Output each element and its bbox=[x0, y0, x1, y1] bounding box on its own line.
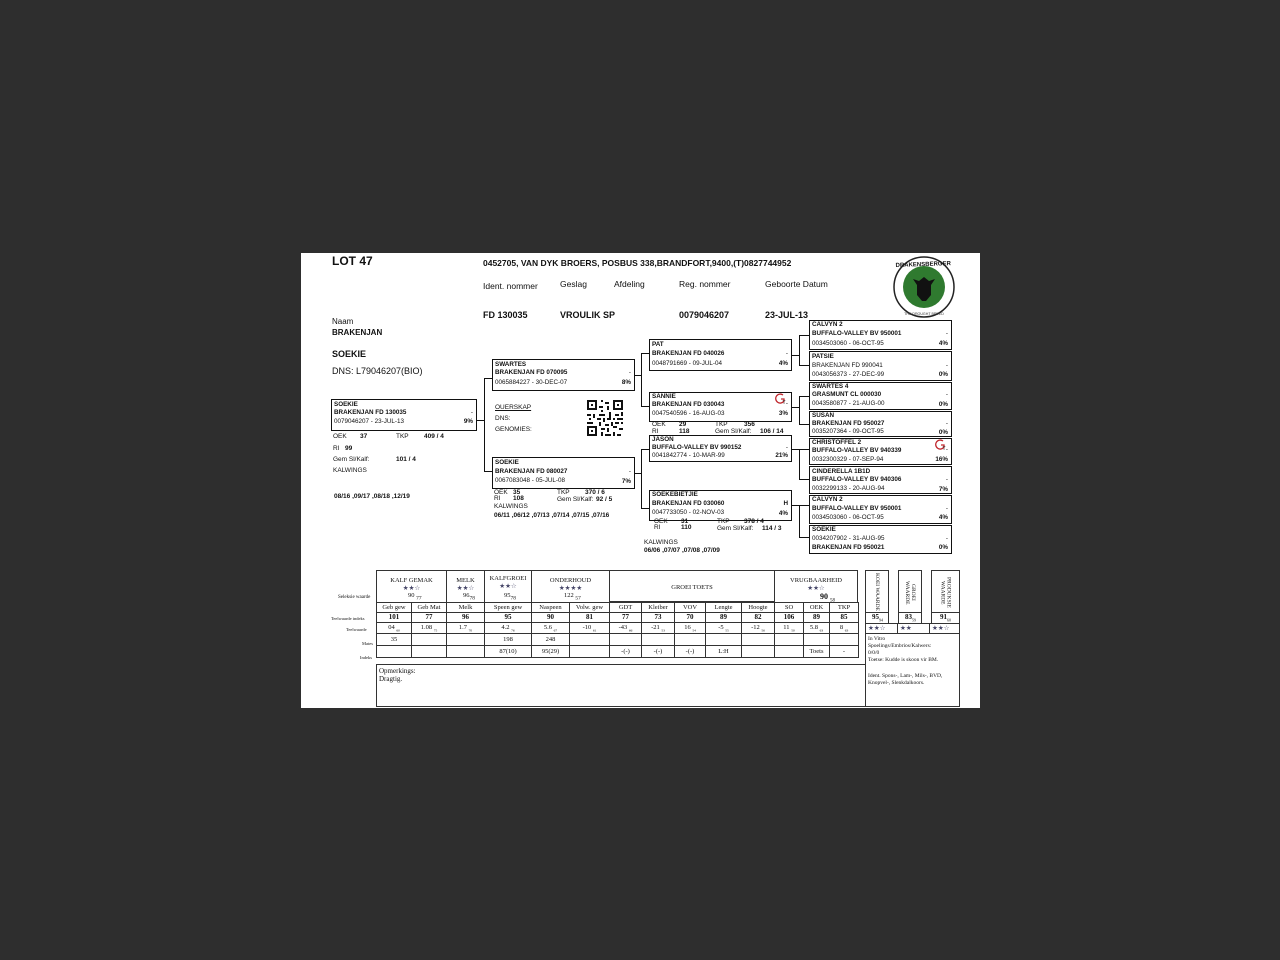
index-value: 70 bbox=[674, 612, 706, 623]
ggp-herd: BUFFALO-VALLEY BV 950001 bbox=[812, 505, 902, 512]
animal-name: SOEKIE bbox=[334, 401, 358, 408]
ggp-box bbox=[809, 525, 952, 554]
notes-line: Toetse: Kudde is skoon vir BM. bbox=[868, 657, 939, 663]
group-kalf: KALF GEMAK ★★☆ bbox=[376, 570, 447, 602]
dam-name: SOEKIE bbox=[495, 459, 519, 466]
column-header: GDT bbox=[609, 602, 642, 613]
ggp-herd: 0034207902 - 31-AUG-95 bbox=[812, 535, 885, 542]
gp-pct2: 3% bbox=[778, 410, 788, 417]
index-value: 89 bbox=[705, 612, 742, 623]
auction-sheet bbox=[301, 253, 980, 708]
gp-herd: BUFFALO-VALLEY BV 990152 bbox=[652, 444, 742, 451]
gp-ri-label: RI bbox=[654, 524, 661, 531]
ggp-herd: BUFFALO-VALLEY BV 940306 bbox=[812, 476, 902, 483]
ggp-pct: - bbox=[945, 505, 948, 512]
ggp-pct2: 4% bbox=[938, 340, 948, 347]
teelwaarde-value: 1.7 $_{70}$ bbox=[446, 622, 485, 634]
row-label-mates: Mates bbox=[362, 641, 373, 646]
opmerkings-text: Dragtig. bbox=[379, 675, 403, 683]
svg-text:T: T bbox=[782, 400, 786, 405]
teelwaarde-value: -43 $_{66}$ bbox=[609, 622, 642, 634]
gp-tkp: 356 bbox=[744, 421, 755, 428]
genomic-tested-icon bbox=[935, 439, 947, 451]
sire-herd: BRAKENJAN FD 070095 bbox=[495, 369, 568, 376]
gp-oek-label: OEK bbox=[652, 421, 666, 428]
ggp-pct2: 16% bbox=[935, 456, 948, 463]
ggp-name: SOEKIE bbox=[812, 526, 836, 533]
ggp-herd: GRASMUNT CL 000030 bbox=[812, 391, 882, 398]
dam-pct2: 7% bbox=[621, 478, 631, 485]
ggp-id: 0034503060 - 06-OCT-95 bbox=[812, 514, 884, 521]
logo-text: DRAKENSBERGER bbox=[895, 261, 951, 269]
ggp-pct: - bbox=[945, 535, 948, 542]
gp-box bbox=[649, 392, 792, 422]
notes-line: 0/0/0 bbox=[868, 650, 880, 656]
gp-tkp-label: TKP bbox=[717, 518, 730, 525]
gp-gem: 114 / 3 bbox=[762, 525, 782, 532]
dam-box bbox=[492, 457, 635, 489]
dam-pct: - bbox=[628, 468, 631, 475]
notes-panel bbox=[865, 633, 960, 707]
index-value: 77 bbox=[609, 612, 642, 623]
ggp-box bbox=[809, 351, 952, 381]
ggp-pct2: 0% bbox=[938, 429, 948, 436]
header-afdeling: Afdeling bbox=[614, 279, 645, 289]
sire-box bbox=[492, 359, 635, 391]
gp-kalwings-label: KALWINGS bbox=[644, 539, 678, 546]
gp-name: SANNIE bbox=[652, 393, 676, 400]
gp-herd: BRAKENJAN FD 030043 bbox=[652, 401, 725, 408]
ggp-pct2: 0% bbox=[938, 544, 948, 551]
ggp-pct: - bbox=[945, 476, 948, 483]
ggp-name: CINDERELLA 1B1D bbox=[812, 468, 871, 475]
column-header: Volw. gew bbox=[569, 602, 610, 613]
ggp-box bbox=[809, 466, 952, 494]
indeks-value: - bbox=[829, 645, 859, 658]
indeks-value: 87(10) bbox=[484, 645, 532, 658]
ggp-id: 0032300329 - 07-SEP-94 bbox=[812, 456, 884, 463]
row-label-teelwaarde: Teelwaarde bbox=[346, 627, 367, 632]
ggp-name: CHRISTOFFEL 2 bbox=[812, 439, 862, 446]
column-header: Lengte bbox=[705, 602, 742, 613]
ggp-pct2: 0% bbox=[938, 371, 948, 378]
koei-value: $95_{94}$ bbox=[865, 612, 889, 624]
ouerskap-genomies: GENOMIES: bbox=[495, 426, 532, 433]
indeks-value: -(-) bbox=[609, 645, 642, 658]
teelwaarde-value: 5.6 $_{67}$ bbox=[531, 622, 570, 634]
koei-stars: ★★☆ bbox=[865, 623, 898, 634]
gp-pct: - bbox=[785, 400, 788, 407]
sel-vrug: 90 $_{58}$ bbox=[820, 592, 835, 604]
logo-tagline: THE DROUGHT BREED bbox=[904, 312, 944, 316]
gp-pct2: 4% bbox=[778, 360, 788, 367]
gp-id: 0047733050 - 02-NOV-03 bbox=[652, 509, 725, 516]
group-kalfgroei: KALFGROEI ★★☆ bbox=[484, 570, 532, 602]
ggp-pct: - bbox=[945, 362, 948, 369]
column-header: SO bbox=[774, 602, 804, 613]
lot-number: LOT 47 bbox=[332, 254, 373, 268]
ggp-id: 0043580877 - 21-AUG-00 bbox=[812, 400, 885, 407]
header-geslag: Geslag bbox=[560, 279, 587, 289]
gp-pct: - bbox=[785, 350, 788, 357]
ggp-name: SUSAN bbox=[812, 412, 835, 419]
animal-kalwings: 08/16 ,09/17 ,08/18 ,12/19 bbox=[334, 493, 410, 500]
gp-oek: 29 bbox=[679, 421, 687, 428]
dam-gem-label: Gem Sl/Kalf: bbox=[557, 496, 594, 503]
produksie-value: $91_{60}$ bbox=[931, 612, 960, 624]
groei-value: $83_{59}$ bbox=[898, 612, 922, 624]
animal-ri-label: RI bbox=[333, 445, 340, 452]
column-header: Melk bbox=[446, 602, 485, 613]
animal-box bbox=[331, 399, 477, 431]
row-label-indeks: Indeks bbox=[360, 655, 372, 660]
index-value: 96 bbox=[446, 612, 485, 623]
notes-line: In Vitro bbox=[868, 636, 886, 642]
indeks-value bbox=[774, 645, 804, 658]
column-header: Geb gew bbox=[376, 602, 412, 613]
mates-value: 35 bbox=[376, 633, 412, 646]
gp-id: 0047540596 - 16-AUG-03 bbox=[652, 410, 725, 417]
gp-name: SOEKEBIETJIE bbox=[652, 491, 698, 498]
gp-tkp-label: TKP bbox=[715, 421, 728, 428]
gp-name: PAT bbox=[652, 341, 664, 348]
index-value: 95 bbox=[484, 612, 532, 623]
sel-kalf: 90 $_{77}$ bbox=[408, 592, 422, 602]
column-header: VOV bbox=[674, 602, 706, 613]
animal-tkp-label: TKP bbox=[396, 433, 409, 440]
gp-id: 0041842774 - 10-MAR-99 bbox=[652, 452, 725, 459]
group-onderhoud: ONDERHOUD ★★★★ bbox=[531, 570, 610, 602]
ggp-box bbox=[809, 495, 952, 524]
teelwaarde-value: 5.8 $_{63}$ bbox=[803, 622, 830, 634]
svg-text:T: T bbox=[942, 446, 946, 451]
column-header: Geb Mat bbox=[411, 602, 447, 613]
gp-gem: 106 / 14 bbox=[760, 428, 784, 435]
indeks-value bbox=[411, 645, 447, 658]
indeks-value bbox=[376, 645, 412, 658]
column-header: OEK bbox=[803, 602, 830, 613]
gp-name: JASON bbox=[652, 436, 674, 443]
sire-pct: - bbox=[628, 369, 631, 376]
indeks-value bbox=[741, 645, 775, 658]
group-melk: MELK ★★☆ bbox=[446, 570, 485, 602]
genomic-tested-icon bbox=[775, 393, 787, 405]
gp-box bbox=[649, 339, 792, 371]
dam-oek-label: OEK bbox=[494, 489, 508, 496]
gp-herd: BRAKENJAN FD 040026 bbox=[652, 350, 725, 357]
gp-pct: H bbox=[783, 500, 788, 507]
ggp-herd: BRAKENJAN FD 950027 bbox=[812, 420, 885, 427]
ggp-herd: BUFFALO-VALLEY BV 950001 bbox=[812, 330, 902, 337]
ggp-id: 0032299133 - 20-AUG-94 bbox=[812, 485, 885, 492]
ouerskap-title: OUERSKAP bbox=[495, 404, 532, 411]
group-groeitoets: GROEI TOETS bbox=[609, 570, 775, 602]
indeks-value: 95(29) bbox=[531, 645, 570, 658]
gp-herd: BRAKENJAN FD 030060 bbox=[652, 500, 725, 507]
gp-box bbox=[649, 435, 792, 462]
index-value: 106 bbox=[774, 612, 804, 623]
teelwaarde-value: 16 $_{54}$ bbox=[674, 622, 706, 634]
dam-ri-label: RI bbox=[494, 495, 501, 502]
index-value: 77 bbox=[411, 612, 447, 623]
gp-box bbox=[649, 490, 792, 521]
gp-pct2: 21% bbox=[775, 452, 788, 459]
ggp-pct: - bbox=[945, 446, 948, 453]
index-value: 81 bbox=[569, 612, 610, 623]
row-label-teelwaarde-indeks: Teelwaarde indeks bbox=[331, 616, 365, 621]
index-value: 90 bbox=[531, 612, 570, 623]
gp-pct: - bbox=[785, 444, 788, 451]
sel-kalfgroei: $95_{78}$ bbox=[504, 592, 516, 602]
sel-melk: $96_{78}$ bbox=[463, 592, 475, 602]
indeks-value: L:H bbox=[705, 645, 742, 658]
gp-gem-label: Gem Sl/Kalf: bbox=[715, 428, 752, 435]
animal-pct: - bbox=[470, 409, 473, 416]
gp-tkp: 378 / 4 bbox=[744, 518, 764, 525]
gp-id: 0048791669 - 09-JUL-04 bbox=[652, 360, 723, 367]
animal-oek: 37 bbox=[360, 433, 368, 440]
dam-kalwings-label: KALWINGS bbox=[494, 503, 528, 510]
groei-stars: ★★ bbox=[897, 623, 930, 634]
dam-tkp: 370 / 6 bbox=[585, 489, 605, 496]
dam-ri: 108 bbox=[513, 495, 524, 502]
value-geslag: VROULIK SP bbox=[560, 310, 616, 320]
sire-pct2: 8% bbox=[621, 379, 631, 386]
indeks-value: -(-) bbox=[674, 645, 706, 658]
notes-line: Spoelings/Embrios/Kalwers: bbox=[868, 643, 932, 649]
drakensberger-logo-icon bbox=[891, 255, 957, 319]
dam-oek: 35 bbox=[513, 489, 521, 496]
dam-gem: 92 / 5 bbox=[596, 496, 613, 503]
dam-kalwings: 06/11 ,06/12 ,07/13 ,07/14 ,07/15 ,07/16 bbox=[494, 512, 610, 519]
ggp-herd: BUFFALO-VALLEY BV 940339 bbox=[812, 447, 902, 454]
indeks-value: -(-) bbox=[641, 645, 675, 658]
teelwaarde-value: 4.2 $_{76}$ bbox=[484, 622, 532, 634]
teelwaarde-value: -12 $_{56}$ bbox=[741, 622, 775, 634]
index-value: 101 bbox=[376, 612, 412, 623]
ggp-name: CALVYN 2 bbox=[812, 321, 843, 328]
indeks-value bbox=[569, 645, 610, 658]
animal-gem: 101 / 4 bbox=[396, 456, 416, 463]
animal-kalwings-label: KALWINGS bbox=[333, 467, 367, 474]
column-header: Kleiber bbox=[641, 602, 675, 613]
group-vrug: VRUGBAARHEID ★★☆ bbox=[774, 570, 858, 602]
value-reg: 0079046207 bbox=[679, 310, 730, 320]
gp-ri: 110 bbox=[681, 524, 692, 531]
value-geboorte: 23-JUL-13 bbox=[765, 310, 809, 320]
ggp-pct2: 4% bbox=[938, 514, 948, 521]
teelwaarde-value: 11 $_{50}$ bbox=[774, 622, 804, 634]
ggp-id: 0034503060 - 06-OCT-95 bbox=[812, 340, 884, 347]
indeks-value bbox=[446, 645, 485, 658]
opmerkings-label: Opmerkings: bbox=[379, 667, 416, 675]
gp-ri: 118 bbox=[679, 428, 690, 435]
group-koei: KOEI WAARDE bbox=[865, 570, 889, 613]
animal-id: 0079046207 - 23-JUL-13 bbox=[334, 418, 405, 425]
animal-tkp: 409 / 4 bbox=[424, 433, 444, 440]
index-value: 82 bbox=[741, 612, 775, 623]
ggp-pct2: 0% bbox=[938, 401, 948, 408]
owner-line: 0452705, VAN DYK BROERS, POSBUS 338,BRANDFORT,9400,(T)0827744952 bbox=[483, 258, 792, 268]
naam-line1: BRAKENJAN bbox=[332, 328, 383, 337]
teelwaarde-value: -10 $_{61}$ bbox=[569, 622, 610, 634]
ggp-pct: - bbox=[945, 420, 948, 427]
gp-ri-label: RI bbox=[652, 428, 659, 435]
index-value: 73 bbox=[641, 612, 675, 623]
animal-pct2: 9% bbox=[463, 418, 473, 425]
ggp-box bbox=[809, 320, 952, 350]
sire-name: SWARTES bbox=[495, 361, 527, 368]
column-header: Speen gew bbox=[484, 602, 532, 613]
sel-onderhoud: 122 $_{57}$ bbox=[564, 592, 581, 602]
naam-line2: SOEKIE bbox=[332, 349, 367, 359]
gp-pct2: 4% bbox=[778, 510, 788, 517]
teelwaarde-value: -21 $_{53}$ bbox=[641, 622, 675, 634]
ggp-box bbox=[809, 382, 952, 410]
ggp-id: 0035207364 - 09-OCT-95 bbox=[812, 428, 884, 435]
sire-id: 0065884227 - 30-DEC-07 bbox=[495, 379, 568, 386]
ggp-pct: - bbox=[945, 391, 948, 398]
header-reg: Reg. nommer bbox=[679, 279, 731, 289]
animal-oek-label: OEK bbox=[333, 433, 347, 440]
gp-gem-label: Gem Sl/Kalf: bbox=[717, 525, 754, 532]
animal-herd: BRAKENJAN FD 130035 bbox=[334, 409, 407, 416]
header-geboorte: Geboorte Datum bbox=[765, 279, 828, 289]
animal-ri: 99 bbox=[345, 445, 353, 452]
dam-herd: BRAKENJAN FD 080027 bbox=[495, 468, 568, 475]
ouerskap-dns: DNS: bbox=[495, 415, 511, 422]
produksie-stars: ★★☆ bbox=[929, 623, 960, 634]
value-ident: FD 130035 bbox=[483, 310, 528, 320]
ggp-name: PATSIE bbox=[812, 353, 834, 360]
ggp-name: SWARTES 4 bbox=[812, 383, 849, 390]
group-produksie: PRODUKSIE WAARDE bbox=[931, 570, 960, 613]
column-header: Hoogte bbox=[741, 602, 775, 613]
ggp-box bbox=[809, 411, 952, 437]
column-header: TKP bbox=[829, 602, 859, 613]
naam-label: Naam bbox=[332, 317, 354, 326]
column-header: Naspeen bbox=[531, 602, 570, 613]
dam-id: 0067083048 - 05-JUL-08 bbox=[495, 477, 566, 484]
teelwaarde-value: -5 $_{55}$ bbox=[705, 622, 742, 634]
opmerkings-panel bbox=[376, 664, 866, 707]
ggp-id: BRAKENJAN FD 950021 bbox=[812, 544, 885, 551]
gp-oek-label: OEK bbox=[654, 518, 668, 525]
animal-gem-label: Gem Sl/Kalf: bbox=[333, 456, 370, 463]
ggp-id: 0043056373 - 27-DEC-99 bbox=[812, 371, 885, 378]
ggp-name: CALVYN 2 bbox=[812, 496, 843, 503]
teelwaarde-value: 1.08 $_{75}$ bbox=[411, 622, 447, 634]
qr-code-icon bbox=[585, 398, 625, 438]
ggp-pct2: 7% bbox=[938, 486, 948, 493]
ggp-herd: BRAKENJAN FD 990041 bbox=[812, 362, 883, 369]
header-ident: Ident. nommer bbox=[483, 281, 538, 291]
naam-dns: DNS: L79046207(BIO) bbox=[332, 366, 423, 376]
group-groei: GROEI WAARDE bbox=[898, 570, 922, 613]
mates-value: 248 bbox=[531, 633, 570, 646]
gp-kalwings: 06/06 ,07/07 ,07/08 ,07/09 bbox=[644, 547, 720, 554]
index-value: 85 bbox=[829, 612, 859, 623]
indeks-value: Toets bbox=[803, 645, 830, 658]
gp-oek: 31 bbox=[681, 518, 689, 525]
notes-line: Ident. Spons-, Lam-, Mils-, BVD, bbox=[868, 673, 943, 679]
dam-tkp-label: TKP bbox=[557, 489, 570, 496]
index-value: 89 bbox=[803, 612, 830, 623]
ggp-box bbox=[809, 438, 952, 465]
notes-line: Knopvel-, Slenkdalkoors. bbox=[868, 680, 925, 686]
mates-value: 198 bbox=[484, 633, 532, 646]
ggp-pct: - bbox=[945, 330, 948, 337]
teelwaarde-value: 8 $_{63}$ bbox=[829, 622, 859, 634]
row-label-seleksie: Seleksie waarde bbox=[338, 595, 371, 600]
teelwaarde-value: 04 $_{60}$ bbox=[376, 622, 412, 634]
